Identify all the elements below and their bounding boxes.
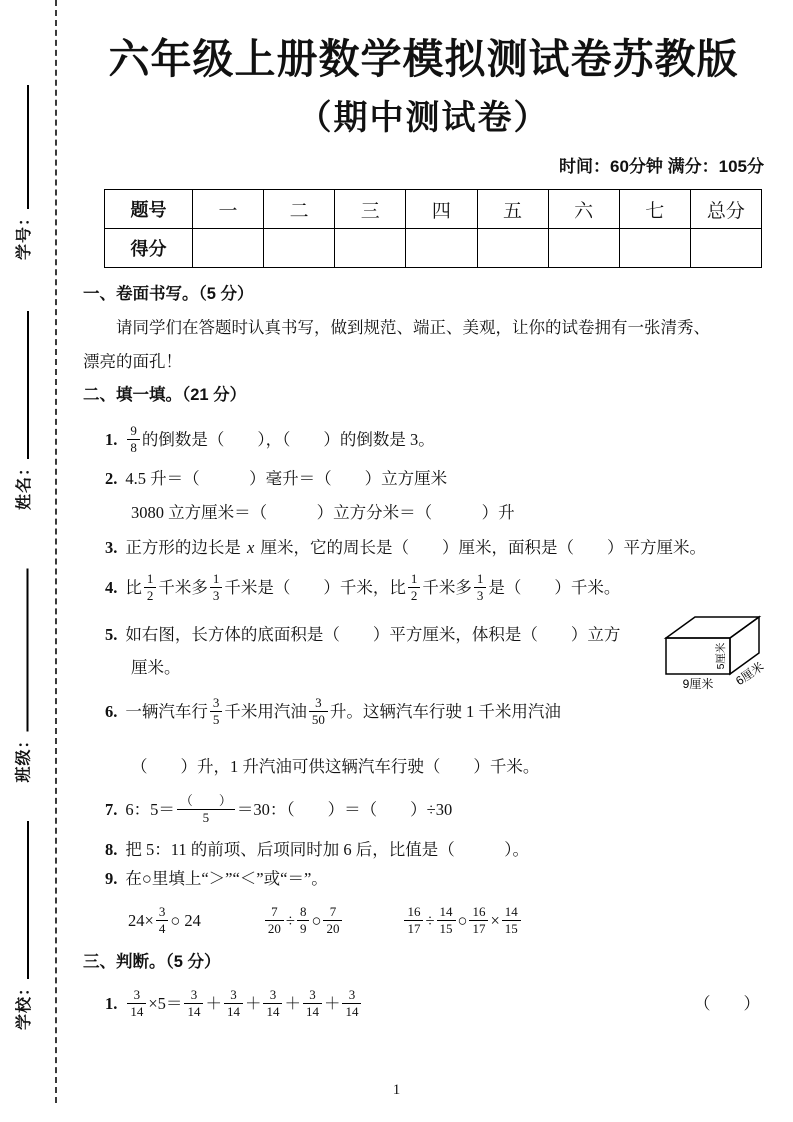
score-header-cell: 题号: [105, 190, 193, 229]
question-content: $\frac{9}{8}$ 的倒数是（ ），（ ）的倒数是 3。: [125, 430, 434, 449]
question-content: 6：5＝ $\frac{( )}{5}$ ＝30：（ ）＝（ ）÷30: [125, 793, 453, 825]
question-row-2-cont: [83, 502, 764, 524]
seal-label-class: 班级：: [15, 731, 33, 783]
figure-width-label: 9厘米: [682, 677, 714, 691]
question-number: 1.: [105, 430, 118, 449]
score-row-label: 得分: [105, 229, 193, 268]
question-content: 把 5：11 的前项、后项同时加 6 后，比值是（ ）。: [125, 840, 530, 859]
section3-heading: 三、判断。（5 分）: [83, 953, 221, 971]
question-content: 比 $\frac{1}{2}$ 千米多 $\frac{1}{3}$ 千米是（ ）千米，比 $\frac{1}{2}$ 千米多 $\frac{1}{3}$ 是（ ）千米。: [125, 571, 621, 603]
score-table-header-row: [105, 190, 762, 229]
question-row-3: [83, 537, 764, 559]
question-content: $\frac{3}{14}$ ×5＝ $\frac{3}{14}$ ＋ $\frac{3}{14}$ ＋ $\frac{3}{14}$ ＋ $\frac{3}{14}$ ＋ $\frac{3}{14}$: [125, 994, 363, 1013]
cuboid-figure: [658, 610, 793, 723]
score-header-cell: 六: [548, 190, 619, 229]
score-cell: [406, 229, 477, 268]
question-content: 4.5 升＝（ ）毫升＝（ ）立方厘米: [125, 469, 448, 488]
score-header-cell: 总分: [690, 190, 761, 229]
figure-height-label: 5厘米: [715, 642, 727, 670]
seal-dashed-line: [55, 0, 57, 1103]
section2-heading: 二、填一填。（21 分）: [83, 386, 247, 404]
score-cell: [335, 229, 406, 268]
figure-depth-label: 6厘米: [733, 659, 767, 689]
question-content: 正方形的边长是 x 厘米，它的周长是（ ）厘米，面积是（ ）平方厘米。: [125, 538, 706, 557]
question-number: 2.: [105, 469, 118, 488]
question-content: 厘米。: [131, 658, 181, 677]
page-title: 六年级上册数学模拟测试卷苏教版: [108, 36, 739, 82]
question-number: 3.: [105, 538, 118, 557]
score-header-cell: 三: [335, 190, 406, 229]
page-number: 1: [392, 1082, 401, 1098]
section1-heading: 一、卷面书写。（5 分）: [83, 285, 254, 303]
question-row-2: [83, 468, 764, 490]
question-number: 7.: [105, 800, 118, 819]
section1-text-line1: 请同学们在答题时认真书写，做到规范、端正、美观，让你的试卷拥有一张清秀、: [116, 318, 710, 337]
question-number: 5.: [105, 625, 118, 644]
question-number: 6.: [105, 702, 118, 721]
score-cell: [264, 229, 335, 268]
judge-answer-blank: （ ）: [694, 994, 760, 1013]
score-header-cell: 四: [406, 190, 477, 229]
question-content: 如右图，长方体的底面积是（ ）平方厘米，体积是（ ）立方: [125, 625, 621, 644]
question-9-expressions: [83, 898, 764, 944]
seal-label-name: 姓名：: [16, 458, 33, 510]
expression-2: $\frac{7}{20}$ ÷ $\frac{8}{9}$ ○ $\frac{7}{20}$: [263, 898, 345, 944]
question-content: （ ）升，1 升汽油可供这辆汽车行驶（ ）千米。: [131, 757, 540, 776]
seal-field-school: [11, 812, 41, 1030]
exam-page: [83, 0, 764, 1028]
expression-3: $\frac{16}{17}$ ÷ $\frac{14}{15}$ ○ $\frac{16}{17}$ × $\frac{14}{15}$: [402, 898, 522, 944]
score-table-score-row: [105, 229, 762, 268]
seal-blank-school: [13, 821, 29, 979]
question-row-6-cont: [83, 756, 764, 778]
score-header-cell: 五: [477, 190, 548, 229]
score-cell: [619, 229, 690, 268]
question-row-9: [83, 868, 764, 890]
seal-blank-student-number: [13, 85, 29, 209]
score-header-cell: 一: [193, 190, 264, 229]
question-row-1: [83, 419, 764, 461]
question-number: 8.: [105, 840, 118, 859]
section1-text-line2: 漂亮的面孔！: [83, 352, 182, 371]
score-cell: [477, 229, 548, 268]
seal-label-school: 学校：: [16, 978, 33, 1030]
question-content: 一辆汽车行 $\frac{3}{5}$ 千米用汽油 $\frac{3}{50}$ 升。这辆汽车行驶 1 千米用汽油: [125, 695, 561, 727]
question-number: 1.: [105, 994, 118, 1013]
judge-question-row-1: [83, 980, 764, 1028]
question-number: 4.: [105, 578, 118, 597]
question-row-4: [83, 567, 764, 609]
score-header-cell: 七: [619, 190, 690, 229]
score-table: [104, 189, 762, 268]
seal-field-student-number: [11, 76, 41, 260]
seal-blank-class: [13, 568, 29, 731]
expression-1: 24× $\frac{3}{4}$ ○ 24: [128, 904, 201, 936]
exam-meta: 时间：60分钟 满分：105分: [559, 157, 764, 176]
seal-field-class: [11, 560, 41, 783]
score-cell: [548, 229, 619, 268]
score-header-cell: 二: [264, 190, 335, 229]
page-subtitle: （期中测试卷）: [297, 99, 550, 137]
question-content: 在○里填上“＞”“＜”或“＝”。: [125, 869, 328, 888]
seal-field-name: [11, 302, 41, 510]
seal-label-student-number: 学号：: [16, 208, 33, 260]
question-content: 3080 立方厘米＝（ ）立方分米＝（ ）升: [131, 503, 515, 522]
question-row-8: [83, 839, 764, 861]
score-cell: [193, 229, 264, 268]
seal-blank-name: [13, 311, 29, 459]
question-number: 9.: [105, 869, 118, 888]
score-cell: [690, 229, 761, 268]
question-row-7: [83, 786, 764, 834]
